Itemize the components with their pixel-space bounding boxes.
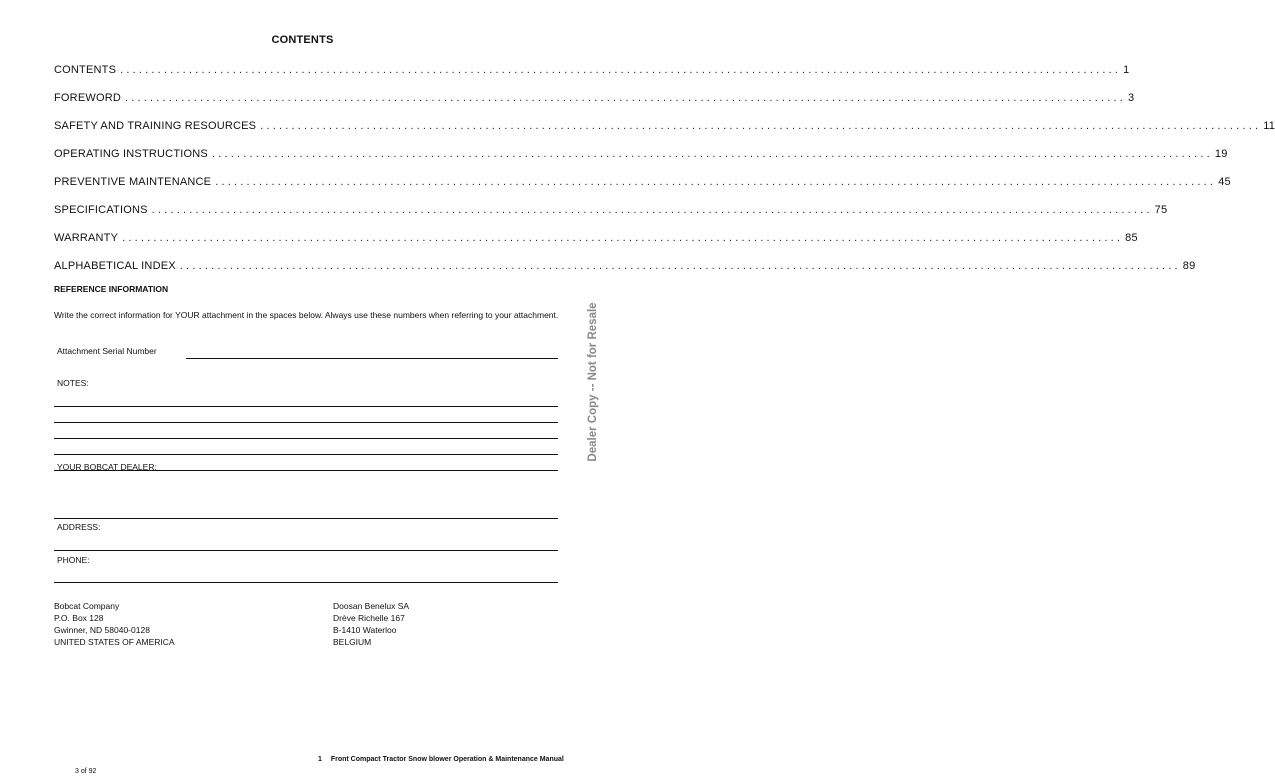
toc-entry-label: CONTENTS [54,64,117,76]
address-line: Bobcat Company [54,601,120,611]
toc-entry-operating[interactable] [54,140,1228,168]
page-count: 3 of 92 [75,768,97,775]
dealer-copy-watermark: Dealer Copy -- Not for Resale [587,302,599,462]
toc-entry-label: OPERATING INSTRUCTIONS [54,148,208,160]
notes-line-2[interactable] [54,422,558,423]
address-line: P.O. Box 128 [54,613,104,623]
toc-entry-page: 19 [1214,148,1228,160]
address-line: Doosan Benelux SA [333,601,410,611]
dealer-field[interactable] [54,518,558,519]
toc-entry-page: 89 [1182,260,1196,272]
toc-entry-label: SPECIFICATIONS [54,204,148,216]
toc-entry-maintenance[interactable] [54,168,1231,196]
address-field[interactable] [54,550,558,551]
toc-entry-label: FOREWORD [54,92,121,104]
toc-entry-warranty[interactable] [54,224,1138,252]
footer-page-number: 1 [318,756,322,763]
page-footer [318,756,564,763]
footer-manual-title: Front Compact Tractor Snow blower Operation & Maintenance Manual [330,756,564,763]
toc-entry-page: 45 [1218,176,1231,188]
page-title: CONTENTS [271,34,334,46]
toc-entry-label: WARRANTY [54,232,119,244]
reference-heading: REFERENCE INFORMATION [54,284,169,294]
toc-entry-safety[interactable] [54,112,1275,140]
toc-entry-page: 85 [1125,232,1138,244]
address-line: Gwinner, ND 58040-0128 [54,625,150,635]
toc-leader-dots: ................................................................................................................................................................ [124,92,1126,104]
toc-entry-page: 75 [1154,204,1168,216]
dealer-label: YOUR BOBCAT DEALER: [57,462,157,472]
notes-line-1[interactable] [54,406,558,407]
toc-entry-label: PREVENTIVE MAINTENANCE [54,176,212,188]
address-line: B-1410 Waterloo [333,625,397,635]
notes-label: NOTES: [57,378,89,388]
address-line: BELGIUM [333,637,372,647]
toc-leader-dots: ................................................................................................................................................................ [215,176,1217,188]
toc-entry-page: 1 [1123,64,1130,76]
toc-entry-page: 3 [1127,92,1135,104]
toc-leader-dots: ................................................................................................................................................................ [120,64,1122,76]
serial-number-label: Attachment Serial Number [57,346,157,356]
toc-leader-dots: ................................................................................................................................................................ [151,204,1153,216]
toc-leader-dots: ................................................................................................................................................................ [179,260,1181,272]
phone-field[interactable] [54,582,558,583]
serial-number-field[interactable] [186,358,558,359]
reference-instructions: Write the correct information for YOUR attachment in the spaces below. Always use these numbers when referring to your attachment. [54,310,559,320]
address-line: UNITED STATES OF AMERICA [54,637,175,647]
address-label: ADDRESS: [57,522,101,532]
bobcat-address [54,600,175,648]
toc-entry-label: SAFETY AND TRAINING RESOURCES [54,120,257,132]
toc-leader-dots: ................................................................................................................................................................ [122,232,1124,244]
notes-line-4[interactable] [54,454,558,455]
toc-leader-dots: ................................................................................................................................................................ [211,148,1213,160]
notes-line-3[interactable] [54,438,558,439]
toc-entry-specifications[interactable] [54,196,1168,224]
address-line: Drève Richelle 167 [333,613,405,623]
phone-label: PHONE: [57,555,90,565]
toc-entry-page: 11 [1263,120,1275,132]
toc-entry-contents[interactable] [54,56,1130,84]
toc-entry-index[interactable] [54,252,1196,280]
toc-entry-label: ALPHABETICAL INDEX [54,260,176,272]
toc-entry-foreword[interactable] [54,84,1135,112]
table-of-contents [54,56,1275,280]
toc-leader-dots: ................................................................................................................................................................ [260,120,1262,132]
doosan-address [333,600,409,648]
